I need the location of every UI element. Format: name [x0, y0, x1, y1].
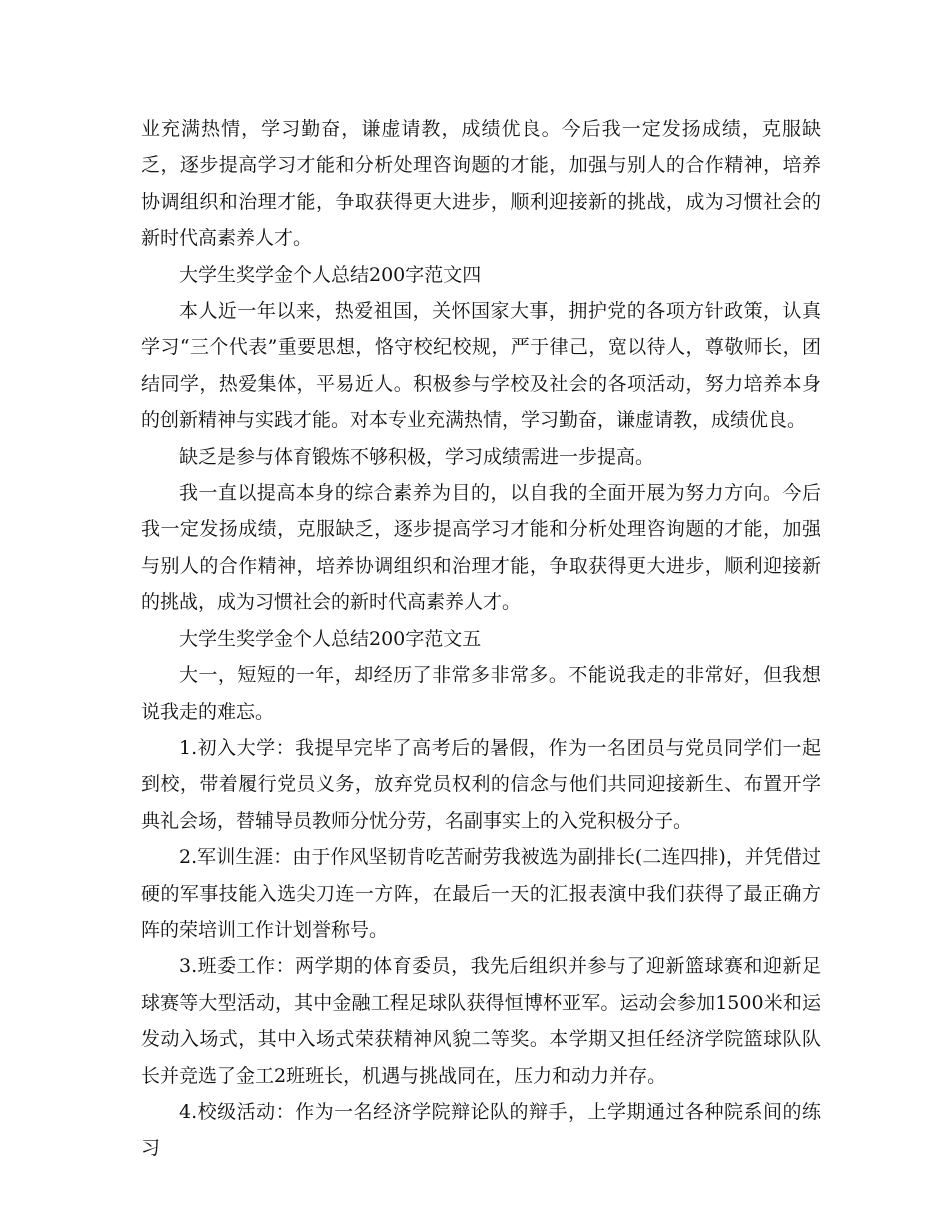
- list-item: 1.初入大学：我提早完毕了高考后的暑假，作为一名团员与党员同学们一起到校，带着履行党员义务，放弃党员权利的信念与他们共同迎接新生、布置开学典礼会场，替辅导员教师分忧分劳，名副事实上的入党积极分子。: [141, 736, 821, 832]
- section-heading-5: 大学生奖学金个人总结200字范文五: [179, 627, 482, 650]
- paragraph: 本人近一年以来，热爱祖国，关怀国家大事，拥护党的各项方针政策，认真学习“三个代表”重要思想，恪守校纪校规，严于律己，宽以待人，尊敬师长，团结同学，热爱集体，平易近人。积极参与学校及社会的各项活动，努力培养本身的创新精神与实践才能。对本专业充满热情，学习勤奋，谦虚请教，成绩优良。: [141, 300, 821, 432]
- section-heading-4: 大学生奖学金个人总结200字范文四: [179, 263, 482, 286]
- paragraph: 缺乏是参与体育锻炼不够积极，学习成绩需进一步提高。: [179, 445, 655, 468]
- list-item: 2.军训生涯：由于作风坚韧肯吃苦耐劳我被选为副排长(二连四排)，并凭借过硬的军事技能入选尖刀连一方阵，在最后一天的汇报表演中我们获得了最正确方阵的荣培训工作计划誉称号。: [141, 846, 821, 941]
- paragraph: 我一直以提高本身的综合素养为目的，以自我的全面开展为努力方向。今后我一定发扬成绩，克服缺乏，逐步提高学习才能和分析处理咨询题的才能，加强与别人的合作精神，培养协调组织和治理才能，争取获得更大进步，顺利迎接新的挑战，成为习惯社会的新时代高素养人才。: [141, 482, 821, 614]
- paragraph-continuation: 业充满热情，学习勤奋，谦虚请教，成绩优良。今后我一定发扬成绩，克服缺乏，逐步提高学习才能和分析处理咨询题的才能，加强与别人的合作精神，培养协调组织和治理才能，争取获得更大进步，顺利迎接新的挑战，成为习惯社会的新时代高素养人才。: [141, 118, 821, 250]
- paragraph: 大一，短短的一年，却经历了非常多非常多。不能说我走的非常好，但我想说我走的难忘。: [141, 664, 821, 723]
- list-item: 4.校级活动：作为一名经济学院辩论队的辩手，上学期通过各种院系间的练习: [141, 1100, 821, 1160]
- document-body: [141, 111, 821, 1167]
- list-item: 3.班委工作：两学期的体育委员，我先后组织并参与了迎新篮球赛和迎新足球赛等大型活动，其中金融工程足球队获得恒博杯亚军。运动会参加1500米和运发动入场式，其中入场式荣获精神风貌二等奖。本学期又担任经济学院篮球队队长并竞选了金工2班班长，机遇与挑战同在，压力和动力并存。: [141, 955, 821, 1087]
